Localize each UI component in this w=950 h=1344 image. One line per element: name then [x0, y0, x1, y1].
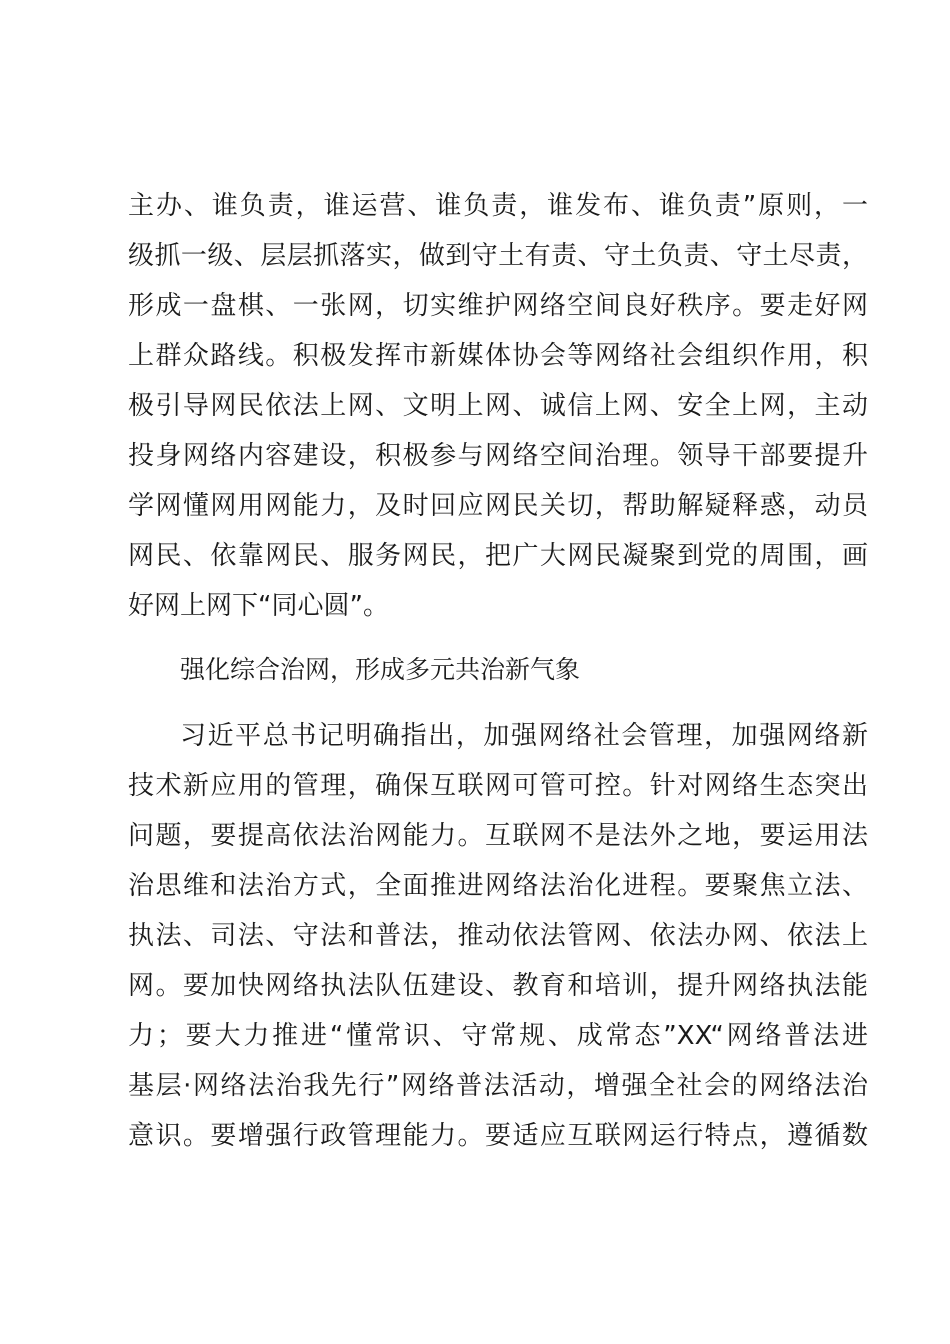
section-heading: 强化综合治网，形成多元共治新气象	[180, 655, 581, 684]
paragraph-2-line: 力；要大力推进“懂常识、守常规、成常态”XX“网络普法进	[128, 1021, 868, 1051]
paragraph-2-line: 网。要加快网络执法队伍建设、教育和培训，提升网络执法能	[128, 971, 868, 1001]
paragraph-1-line: 投身网络内容建设，积极参与网络空间治理。领导干部要提升	[128, 441, 868, 471]
paragraph-2-line: 技术新应用的管理，确保互联网可管可控。针对网络生态突出	[128, 771, 868, 801]
paragraph-1-line: 形成一盘棋、一张网，切实维护网络空间良好秩序。要走好网	[128, 291, 868, 321]
paragraph-1-line: 极引导网民依法上网、文明上网、诚信上网、安全上网，主动	[128, 391, 868, 421]
paragraph-2-line: 治思维和法治方式，全面推进网络法治化进程。要聚焦立法、	[128, 871, 868, 901]
paragraph-1-line: 学网懂网用网能力，及时回应网民关切，帮助解疑释惑，动员	[128, 491, 868, 521]
paragraph-2-line: 习近平总书记明确指出，加强网络社会管理，加强网络新	[180, 721, 868, 751]
paragraph-2-line: 问题，要提高依法治网能力。互联网不是法外之地，要运用法	[128, 821, 868, 851]
paragraph-1-line: 上群众路线。积极发挥市新媒体协会等网络社会组织作用，积	[128, 341, 868, 371]
paragraph-1-line: 好网上网下“同心圆”。	[128, 591, 389, 621]
paragraph-1-line: 网民、依靠网民、服务网民，把广大网民凝聚到党的周围，画	[128, 541, 868, 571]
paragraph-2-line: 基层·网络法治我先行”网络普法活动，增强全社会的网络法治	[128, 1071, 868, 1101]
paragraph-1	[128, 181, 868, 631]
paragraph-1-line: 级抓一级、层层抓落实，做到守土有责、守土负责、守土尽责，	[128, 241, 868, 271]
paragraph-1-line: 主办、谁负责，谁运营、谁负责，谁发布、谁负责”原则，一	[128, 191, 868, 221]
paragraph-2	[128, 711, 868, 1161]
paragraph-2-line: 意识。要增强行政管理能力。要适应互联网运行特点，遵循数	[128, 1121, 868, 1151]
paragraph-2-line: 执法、司法、守法和普法，推动依法管网、依法办网、依法上	[128, 921, 868, 951]
